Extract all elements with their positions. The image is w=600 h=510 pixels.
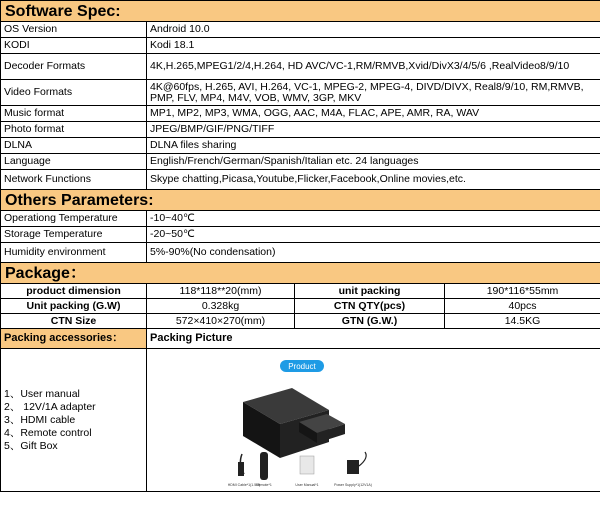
power-cord-icon — [359, 452, 366, 466]
list-item: 4、Remote control — [4, 426, 92, 439]
spec-label: Music format — [1, 106, 147, 122]
packing-accessories-header: Packing accessories： — [1, 329, 147, 349]
param-label: Operationg Temperature — [1, 211, 147, 227]
package-label: CTN QTY(pcs) — [295, 299, 445, 314]
spec-label: Video Formats — [1, 80, 147, 106]
photo-caption: Remote*1 — [256, 483, 272, 487]
spec-value: DLNA files sharing — [147, 138, 600, 154]
param-value: -10~40℃ — [147, 211, 600, 227]
spec-label: Network Functions — [1, 170, 147, 190]
spec-value: JPEG/BMP/GIF/PNG/TIFF — [147, 122, 600, 138]
remote-control-icon — [260, 452, 268, 480]
hdmi-plug-icon — [238, 462, 244, 476]
spec-label: KODI — [1, 38, 147, 54]
package-value: 14.5KG — [445, 314, 600, 329]
package-label: Unit packing (G.W) — [1, 299, 147, 314]
param-label: Storage Temperature — [1, 227, 147, 243]
spec-value: 4K@60fps, H.265, AVI, H.264, VC-1, MPEG-2, MPEG-4, DIVD/DIVX, Real8/9/10, RM,RMVB, PMP, FLV, MP4, M4V, VOB, WMV, 3GP, MKV — [147, 80, 600, 106]
list-item: 2、 12V/1A adapter — [4, 400, 96, 413]
product-badge-label: Product — [288, 362, 316, 371]
spec-value: Android 10.0 — [147, 22, 600, 38]
photo-caption: HDMI Cable*1(1.5M) — [227, 483, 261, 487]
package-value: 190*116*55mm — [445, 284, 600, 299]
spec-label: OS Version — [1, 22, 147, 38]
package-header: Package： — [1, 263, 600, 284]
packing-picture-header: Packing Picture — [147, 329, 600, 349]
product-photo — [147, 350, 600, 490]
user-manual-icon — [300, 456, 314, 474]
list-item: 1、User manual — [4, 387, 80, 400]
spec-value: Kodi 18.1 — [147, 38, 600, 54]
accessories-list — [1, 349, 147, 492]
spec-label: Language — [1, 154, 147, 170]
others-parameters-header: Others Parameters: — [1, 190, 600, 211]
power-adapter-icon — [347, 460, 359, 474]
photo-caption: User Manual*1 — [295, 483, 319, 487]
software-spec-header: Software Spec: — [1, 1, 600, 22]
spec-value: 4K,H.265,MPEG1/2/4,H.264, HD AVC/VC-1,RM/RMVB,Xvid/DivX3/4/5/6 ,RealVideo8/9/10 — [147, 54, 600, 80]
spec-label: DLNA — [1, 138, 147, 154]
param-label: Humidity environment — [1, 243, 147, 263]
package-label: GTN (G.W.) — [295, 314, 445, 329]
package-value: 40pcs — [445, 299, 600, 314]
package-label: product dimension — [1, 284, 147, 299]
param-value: -20~50℃ — [147, 227, 600, 243]
package-value: 0.328kg — [147, 299, 295, 314]
param-value: 5%-90%(No condensation) — [147, 243, 600, 263]
spec-value: English/French/German/Spanish/Italian etc. 24 languages — [147, 154, 600, 170]
package-value: 572×410×270(mm) — [147, 314, 295, 329]
spec-value: Skype chatting,Picasa,Youtube,Flicker,Facebook,Online movies,etc. — [147, 170, 600, 190]
spec-value: MP1, MP2, MP3, WMA, OGG, AAC, M4A, FLAC, APE, AMR, RA, WAV — [147, 106, 600, 122]
package-value: 118*118**20(mm) — [147, 284, 295, 299]
list-item: 3、HDMI cable — [4, 413, 76, 426]
spec-label: Decoder Formats — [1, 54, 147, 80]
package-label: CTN Size — [1, 314, 147, 329]
photo-caption: Power Supply*1(12V1A) — [334, 483, 372, 487]
spec-label: Photo format — [1, 122, 147, 138]
list-item: 5、Gift Box — [4, 439, 58, 452]
package-label: unit packing — [295, 284, 445, 299]
packing-picture — [147, 350, 600, 490]
